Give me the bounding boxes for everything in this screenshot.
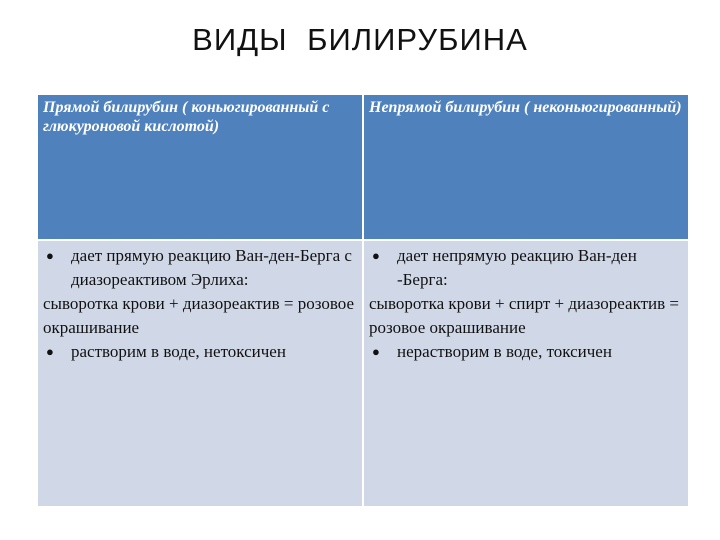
body-text: сыворотка крови + диазореактив = розовое окрашивание: [43, 294, 355, 337]
table-body-row: [38, 240, 688, 507]
bullet-icon: ●: [372, 248, 380, 263]
bullet-item: [369, 244, 683, 292]
bullet-text: нерастворим в воде, токсичен: [397, 342, 612, 361]
bullet-icon: ●: [46, 344, 54, 359]
bilirubin-table: [38, 95, 688, 508]
body-cell-indirect: [363, 240, 688, 507]
body-text: сыворотка крови + спирт + диазореактив = розовое окрашивание: [369, 294, 680, 337]
table-header-row: [38, 95, 688, 240]
bullet-item: [43, 340, 357, 364]
slide-title: ВИДЫ БИЛИРУБИНА: [192, 22, 528, 57]
bullet-item: [43, 244, 357, 292]
bullet-icon: ●: [372, 344, 380, 359]
header-cell-indirect: Непрямой билирубин ( неконьюгированный): [363, 95, 688, 240]
bullet-text: дает непрямую реакцию Ван-ден -Берга:: [397, 246, 637, 289]
bullet-text: дает прямую реакцию Ван-ден-Берга с диазореактивом Эрлиха:: [71, 246, 352, 289]
bullet-text: растворим в воде, нетоксичен: [71, 342, 286, 361]
bullet-icon: ●: [46, 248, 54, 263]
header-cell-direct: Прямой билирубин ( коньюгированный с глюкуроновой кислотой): [38, 95, 363, 240]
body-cell-direct: [38, 240, 363, 507]
bullet-item: [369, 340, 683, 364]
